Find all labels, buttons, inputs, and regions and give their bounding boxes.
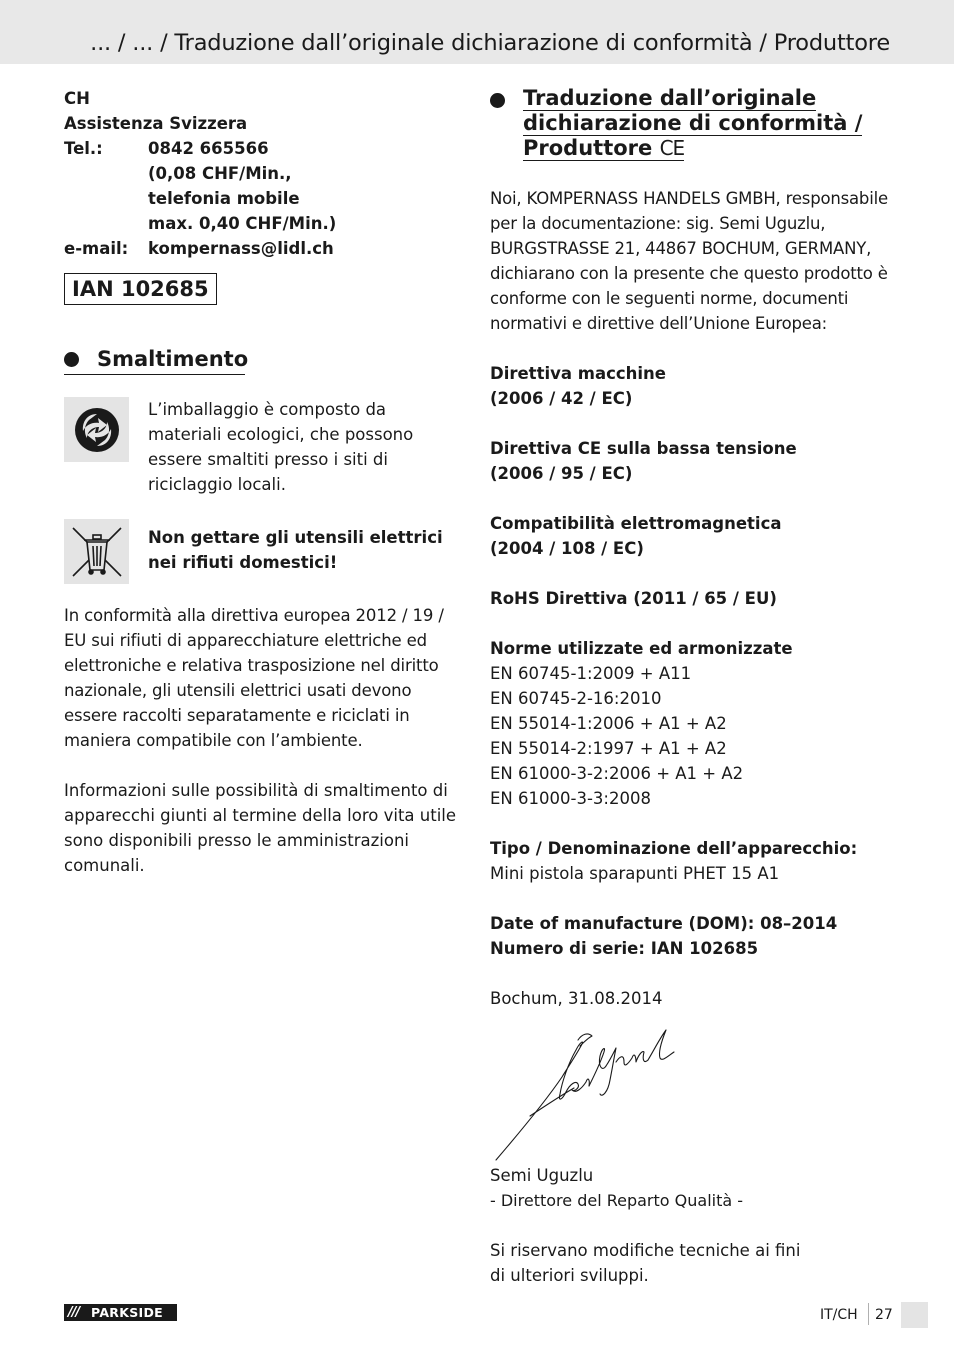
norm-item: EN 55014-1:2006 + A1 + A2 [490,714,727,733]
recycling-icon [64,397,129,462]
device-type-label: Tipo / Denominazione dell’apparecchio: [490,839,858,858]
tel-values [148,136,464,236]
directive-machines-code: (2006 / 42 / EC) [490,389,633,408]
crossed-bin-icon [64,519,129,584]
directive-emc-code: (2004 / 108 / EC) [490,539,644,558]
directive-low-voltage: Direttiva CE sulla bassa tensione [490,439,797,458]
declaration-heading [490,86,890,161]
signature-image [490,1022,700,1166]
disposal-heading [64,345,464,375]
tel-label: Tel.: [64,139,103,158]
directive-machines: Direttiva macchine [490,364,666,383]
directive-low-voltage-code: (2006 / 95 / EC) [490,464,633,483]
norm-item: EN 61000-3-2:2006 + A1 + A2 [490,764,744,783]
device-type-value: Mini pistola sparapunti PHET 15 A1 [490,864,780,883]
left-column [64,86,464,878]
weee-warning-text: Non gettare gli utensili elettrici nei rifiuti domestici! [148,528,443,572]
disposal-paragraph-1: In conformità alla direttiva europea 2012 / 19 / EU sui rifiuti di apparecchiature elettriche ed elettroniche e relativa trasposizione nel diritto nazionale, gli utensili elettrici usati devono essere raccolti separatamente e riciclati in maniera compatibile con l’ambiente. [64,606,444,750]
contact-country: CH [64,89,90,108]
footer-divider [868,1303,869,1325]
ian-box: IAN 102685 [64,273,217,305]
page-tab [901,1302,928,1328]
tel-line: telefonia mobile [148,189,300,208]
technical-changes-note: Si riservano modifiche tecniche ai fini di ulteriori sviluppi. [490,1241,801,1285]
signer-block [490,1163,890,1288]
disposal-paragraph-2: Informazioni sulle possibilità di smaltimento di apparecchi giunti al termine della loro vita utile sono disponibili presso le amministrazioni comunali. [64,781,457,875]
brand-logo [64,1304,177,1321]
directive-rohs: RoHS Direttiva (2011 / 65 / EU) [490,589,777,608]
declaration-intro: Noi, KOMPERNASS HANDELS GMBH, responsabile per la documentazione: sig. Semi Uguzlu, BURGSTRASSE 21, 44867 BOCHUM, GERMANY, dichiarano con la presente che questo prodotto è conforme con le seguenti norme, documenti normativi e direttive dell’Unione Europea: [490,189,888,333]
packaging-text: L’imballaggio è composto da materiali ecologici, che possono essere smaltiti presso i siti di riciclaggio locali. [148,400,414,494]
norm-item: EN 55014-2:1997 + A1 + A2 [490,739,727,758]
norm-item: EN 60745-1:2009 + A11 [490,664,692,683]
right-column [490,86,890,1011]
norm-item: EN 60745-2-16:2010 [490,689,662,708]
tel-line: 0842 665566 [148,139,269,158]
tel-line: max. 0,40 CHF/Min.) [148,214,337,233]
disposal-title: Smaltimento [97,347,249,371]
page-number: 27 [875,1307,893,1323]
norms-title: Norme utilizzate ed armonizzate [490,639,793,658]
declaration-title [523,86,890,161]
contact-tel-row [64,136,464,236]
manufacture-date: Date of manufacture (DOM): 08–2014 [490,914,838,933]
serial-number: Numero di serie: IAN 102685 [490,939,759,958]
ce-mark-icon: CE [659,136,685,160]
contact-email-row [64,236,464,261]
packaging-row [64,397,464,497]
logo-stripes-icon: /// [68,1305,80,1320]
email-label: e-mail: [64,239,129,258]
directive-emc: Compatibilità elettromagnetica [490,514,782,533]
language-code: IT/CH [820,1307,858,1323]
bullet-icon [64,352,79,367]
page-header [0,0,954,64]
page-title: ... / ... / Traduzione dall’originale dichiarazione di conformità / Produttore [90,30,890,56]
norm-item: EN 61000-3-3:2008 [490,789,651,808]
email-value[interactable]: kompernass@lidl.ch [148,239,334,258]
place-date: Bochum, 31.08.2014 [490,989,663,1008]
bullet-icon [490,93,505,108]
declaration-title-text: Traduzione dall’originale dichiarazione di conformità / Produttore [523,86,863,160]
weee-row [64,519,464,584]
signer-role: - Direttore del Reparto Qualità - [490,1191,744,1210]
brand-name: PARKSIDE [91,1305,163,1320]
contact-service: Assistenza Svizzera [64,114,248,133]
tel-line: (0,08 CHF/Min., [148,164,292,183]
signer-name: Semi Uguzlu [490,1166,594,1185]
